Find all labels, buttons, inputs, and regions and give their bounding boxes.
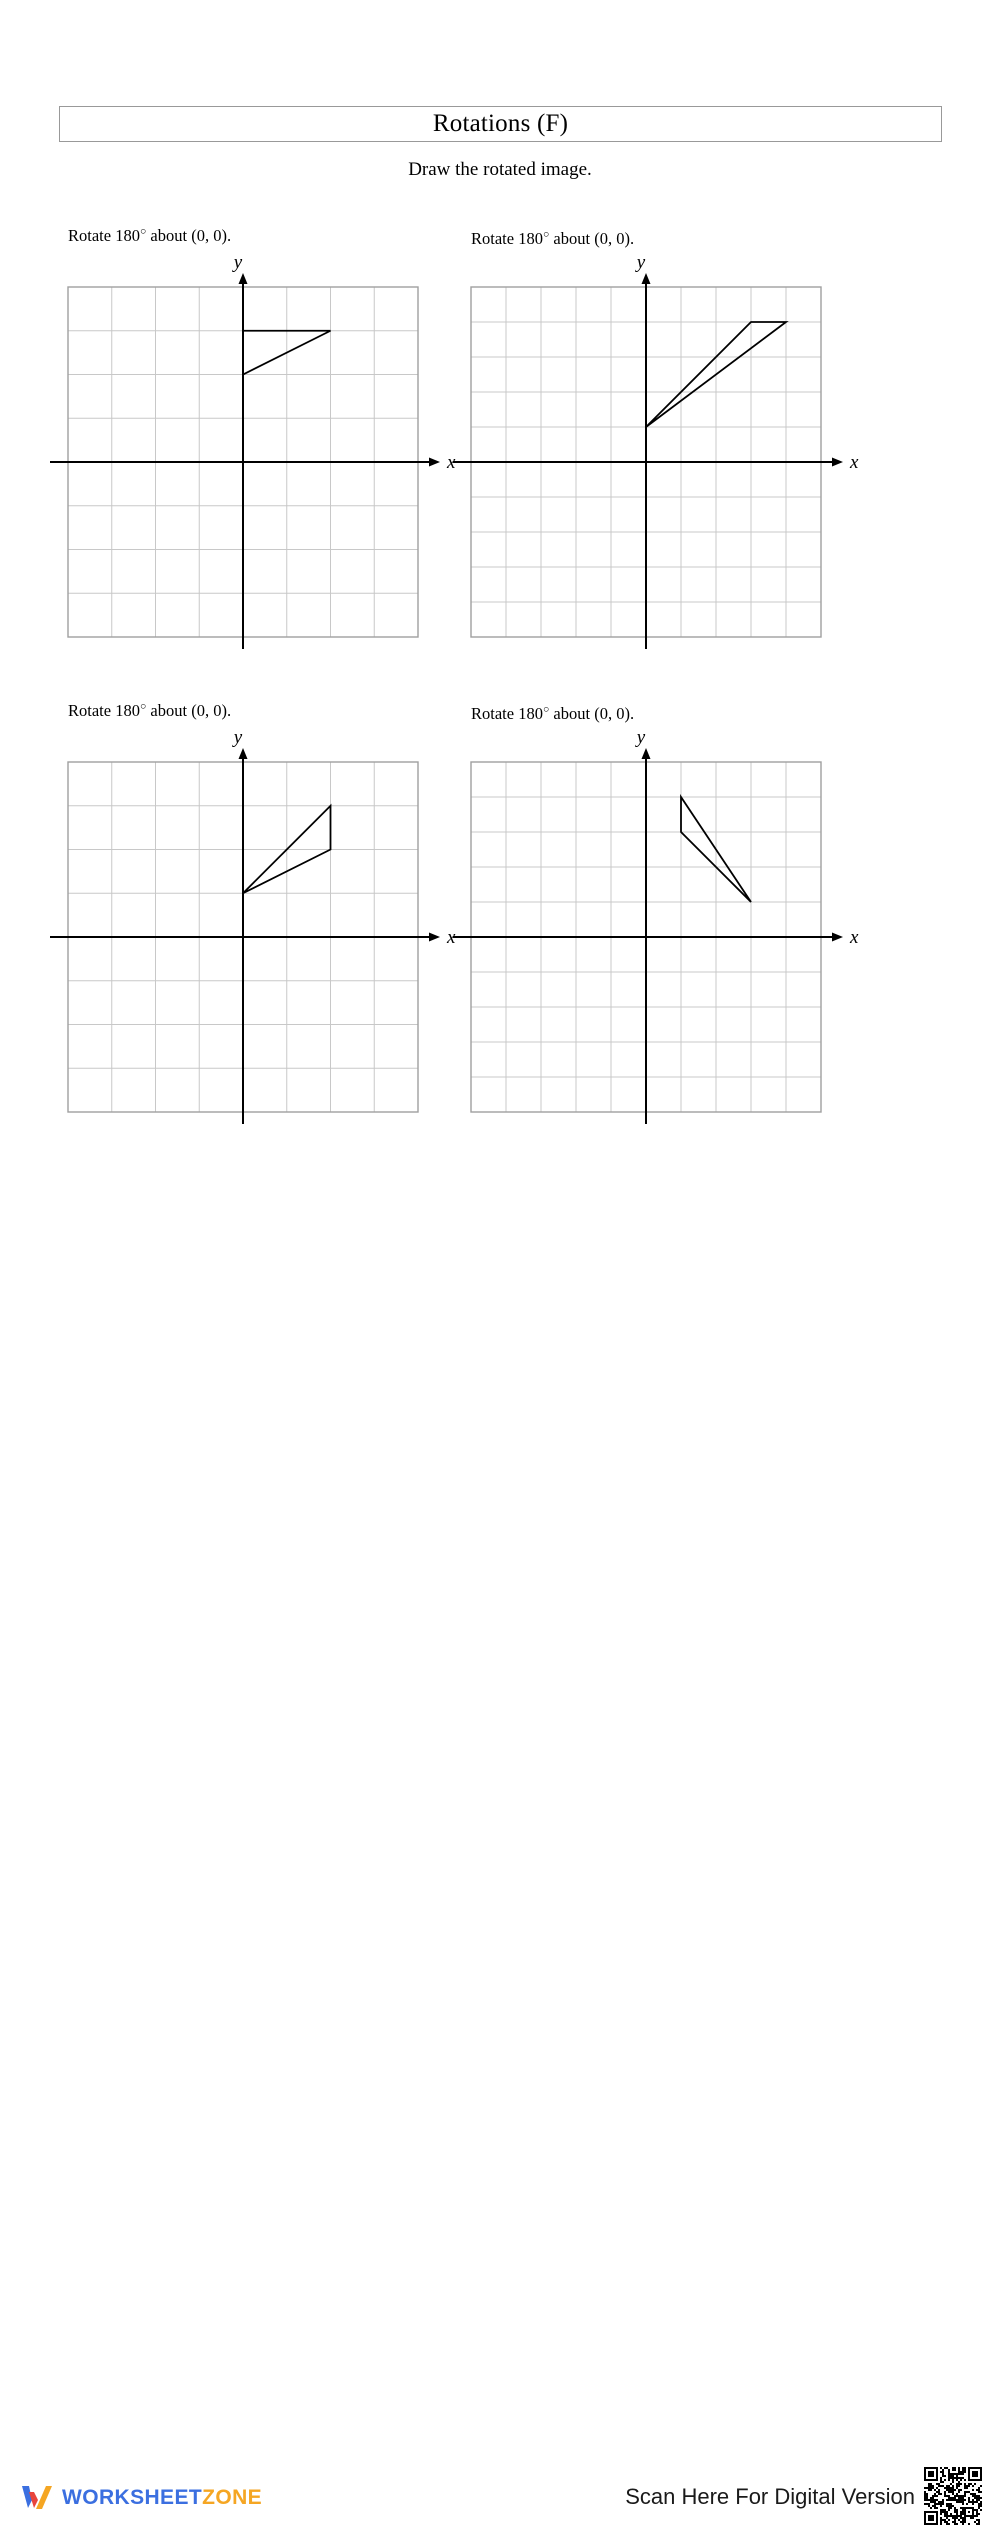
problem-2-axes [453, 273, 843, 649]
problem-3-label [68, 701, 231, 721]
problem-1-x-axis-label: x [447, 452, 456, 473]
degree-icon: ○ [542, 704, 550, 716]
problem-4-y-axis-label: y [636, 733, 646, 748]
problem-2-graph [453, 258, 871, 651]
page-title: Rotations (F) [432, 110, 569, 137]
problem-3-label-prefix: Rotate 180 [68, 701, 140, 720]
problem-1-graph [50, 258, 468, 651]
problem-4-x-axis-label: x [850, 927, 859, 948]
degree-icon: ○ [139, 701, 147, 713]
problem-2-y-axis-label: y [636, 258, 646, 273]
problem-4-svg [453, 733, 871, 1126]
problem-2-svg [453, 258, 871, 651]
problem-3-axes [50, 748, 440, 1124]
problem-1-axes [50, 273, 440, 649]
problem-2-label-prefix: Rotate 180 [471, 229, 543, 248]
problem-1-y-axis-label: y [233, 258, 243, 273]
scan-here-text: Scan Here For Digital Version [625, 2484, 915, 2509]
worksheet-title-box [59, 106, 942, 142]
problem-1-label-suffix: about (0, 0). [146, 226, 232, 245]
logo-word-zone: ZONE [202, 2486, 263, 2509]
page-footer [0, 1234, 1000, 2509]
problem-3-x-axis-label: x [447, 927, 456, 948]
worksheet-zone-logo [20, 2482, 262, 2514]
problem-3-y-axis-label: y [233, 733, 243, 748]
logo-mark-icon [20, 2482, 54, 2514]
problem-4-label-suffix: about (0, 0). [549, 704, 635, 723]
problem-1-label-prefix: Rotate 180 [68, 226, 140, 245]
degree-icon: ○ [139, 226, 147, 238]
problem-4-label-prefix: Rotate 180 [471, 704, 543, 723]
problem-2-label [471, 229, 634, 249]
problem-2-x-axis-label: x [850, 452, 859, 473]
problem-1-svg [50, 258, 468, 651]
qr-code-icon[interactable] [924, 2467, 982, 2525]
problem-4-label [471, 704, 634, 724]
problem-3-label-suffix: about (0, 0). [146, 701, 232, 720]
problem-2-label-suffix: about (0, 0). [549, 229, 635, 248]
worksheet-subtitle: Draw the rotated image. [408, 159, 592, 180]
problem-4-axes [453, 748, 843, 1124]
problem-4-graph [453, 733, 871, 1126]
logo-text [62, 2486, 262, 2510]
problem-3-graph [50, 733, 468, 1126]
degree-icon: ○ [542, 229, 550, 241]
problem-1-label [68, 226, 231, 246]
logo-word-worksheet: WORKSHEET [62, 2486, 203, 2509]
problem-3-svg [50, 733, 468, 1126]
